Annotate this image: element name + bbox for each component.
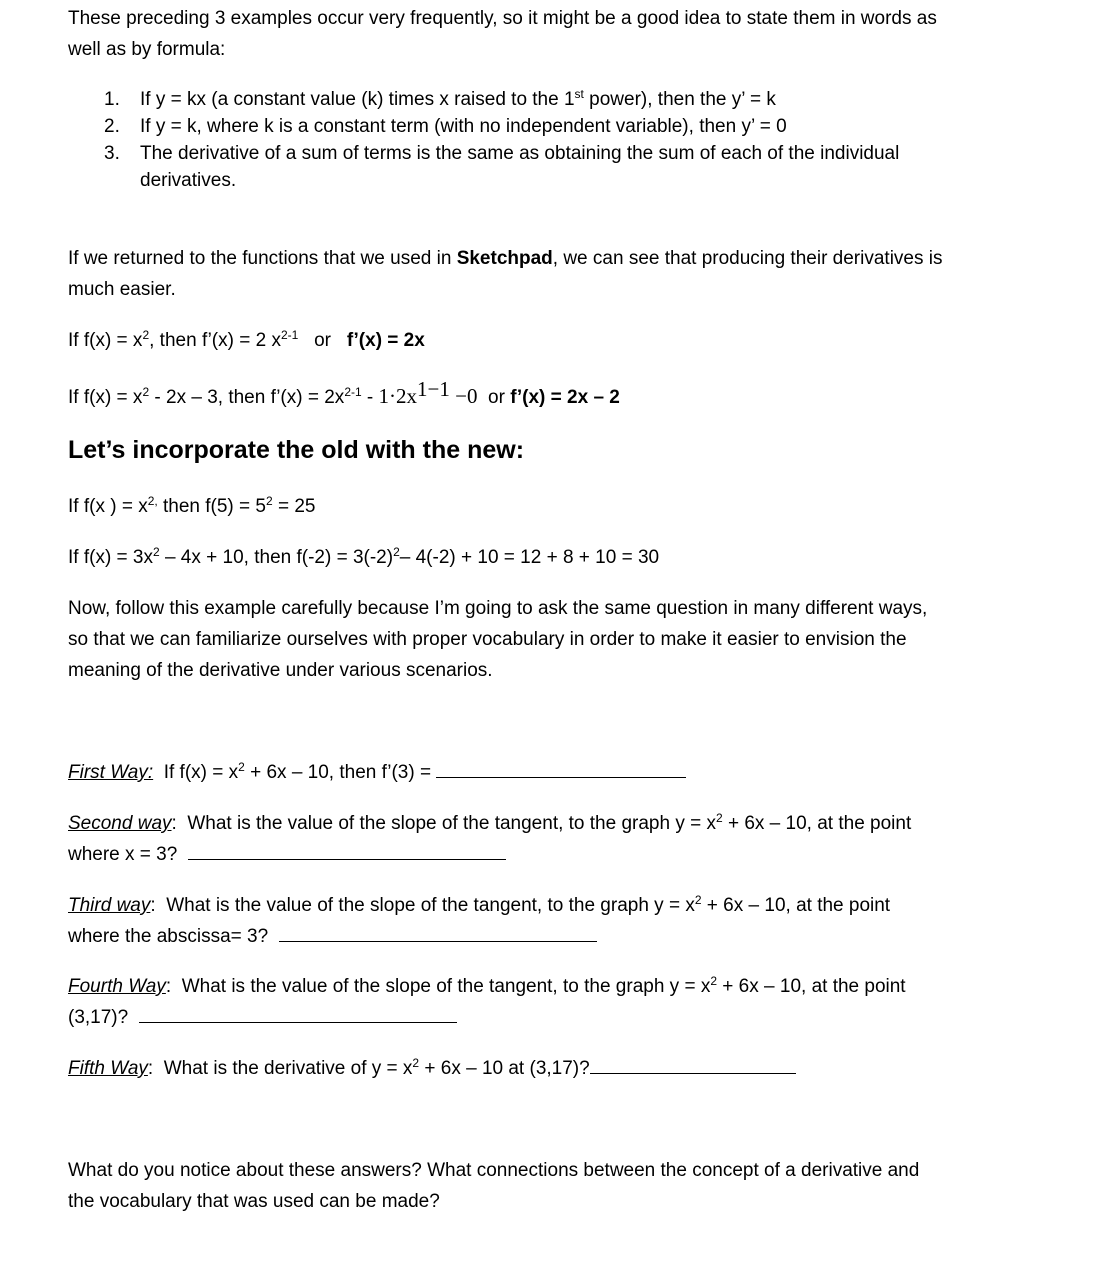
second-way-question: Second way: What is the value of the slope of the tangent, to the graph $y = x^2 + 6x - 10$, at the point xyxy=(68,811,912,834)
list-item: 2. If y = k, where k is a constant term (with no independent variable), then y’ = 0 xyxy=(104,116,787,137)
second-way-line-2: where x = 3? xyxy=(68,839,506,870)
follow-line-2: so that we can familiarize ourselves with proper vocabulary in order to make it easier to envision the xyxy=(68,629,907,650)
example-evaluate-2: If $f(x) = 3x^2 - 4x + 10$, then $f(-2) = 3(-2)^2-$ 4(-2) + 10 = 12 + 8 + 10 = 30 xyxy=(68,545,660,568)
example-derivative-1: If $f(x) = x^2$, then f’(x) = 2 $x^{2-1}$ or f’(x) = 2x xyxy=(68,328,425,351)
fourth-way-question: Fourth Way: What is the value of the slope of the tangent, to the graph $y = x^2 + 6x - 10$, at the point xyxy=(68,974,906,997)
list-item: 1. If y = kx (a constant value (k) times x raised to the 1st power), then the y’ = k xyxy=(104,87,776,110)
closing-line-1: What do you notice about these answers? What connections between the concept of a derivative and xyxy=(68,1160,920,1181)
intro-line-1: These preceding 3 examples occur very frequently, so it might be a good idea to state them in words as xyxy=(68,8,937,29)
fourth-way-line-2: (3,17)? xyxy=(68,1002,457,1033)
follow-line-3: meaning of the derivative under various scenarios. xyxy=(68,660,493,681)
follow-line-1: Now, follow this example carefully because I’m going to ask the same question in many different ways, xyxy=(68,598,928,619)
intro-line-2: well as by formula: xyxy=(68,39,226,60)
sketchpad-line-2: much easier. xyxy=(68,279,176,300)
example-evaluate-1: If f(x ) = $x^{2,}$ then $f(5) = 5^2 = 25$ xyxy=(68,494,316,517)
fifth-way-question: Fifth Way: What is the derivative of $y = x^2 + 6x - 10$ at (3,17)? xyxy=(68,1053,796,1084)
fourth-way-answer-blank[interactable] xyxy=(139,1004,457,1023)
fifth-way-answer-blank[interactable] xyxy=(590,1055,796,1074)
third-way-question: Third way: What is the value of the slope of the tangent, to the graph $y = x^2 + 6x - 10$, at the point xyxy=(68,893,891,916)
list-item-continuation: derivatives. xyxy=(140,170,237,191)
first-way-question: First Way: If $f(x) = x^2 + 6x - 10$, then f’(3) = xyxy=(68,757,686,788)
sketchpad-line-1: If we returned to the functions that we used in Sketchpad, we can see that producing their derivatives is xyxy=(68,248,943,269)
third-way-line-2: where the abscissa= 3? xyxy=(68,921,597,952)
example-derivative-2: If $f(x) = x^2 - 2x - 3$, then f’(x) = $2x^{2-1} - 1\cdot 2x^{1-1} -0$ or f’(x) = 2x – 2 xyxy=(68,377,620,408)
second-way-answer-blank[interactable] xyxy=(188,841,506,860)
third-way-answer-blank[interactable] xyxy=(279,923,597,942)
closing-line-2: the vocabulary that was used can be made? xyxy=(68,1191,440,1212)
list-item: 3. The derivative of a sum of terms is the same as obtaining the sum of each of the individual xyxy=(104,143,900,164)
first-way-answer-blank[interactable] xyxy=(436,759,686,778)
section-heading: Let’s incorporate the old with the new: xyxy=(68,436,525,464)
